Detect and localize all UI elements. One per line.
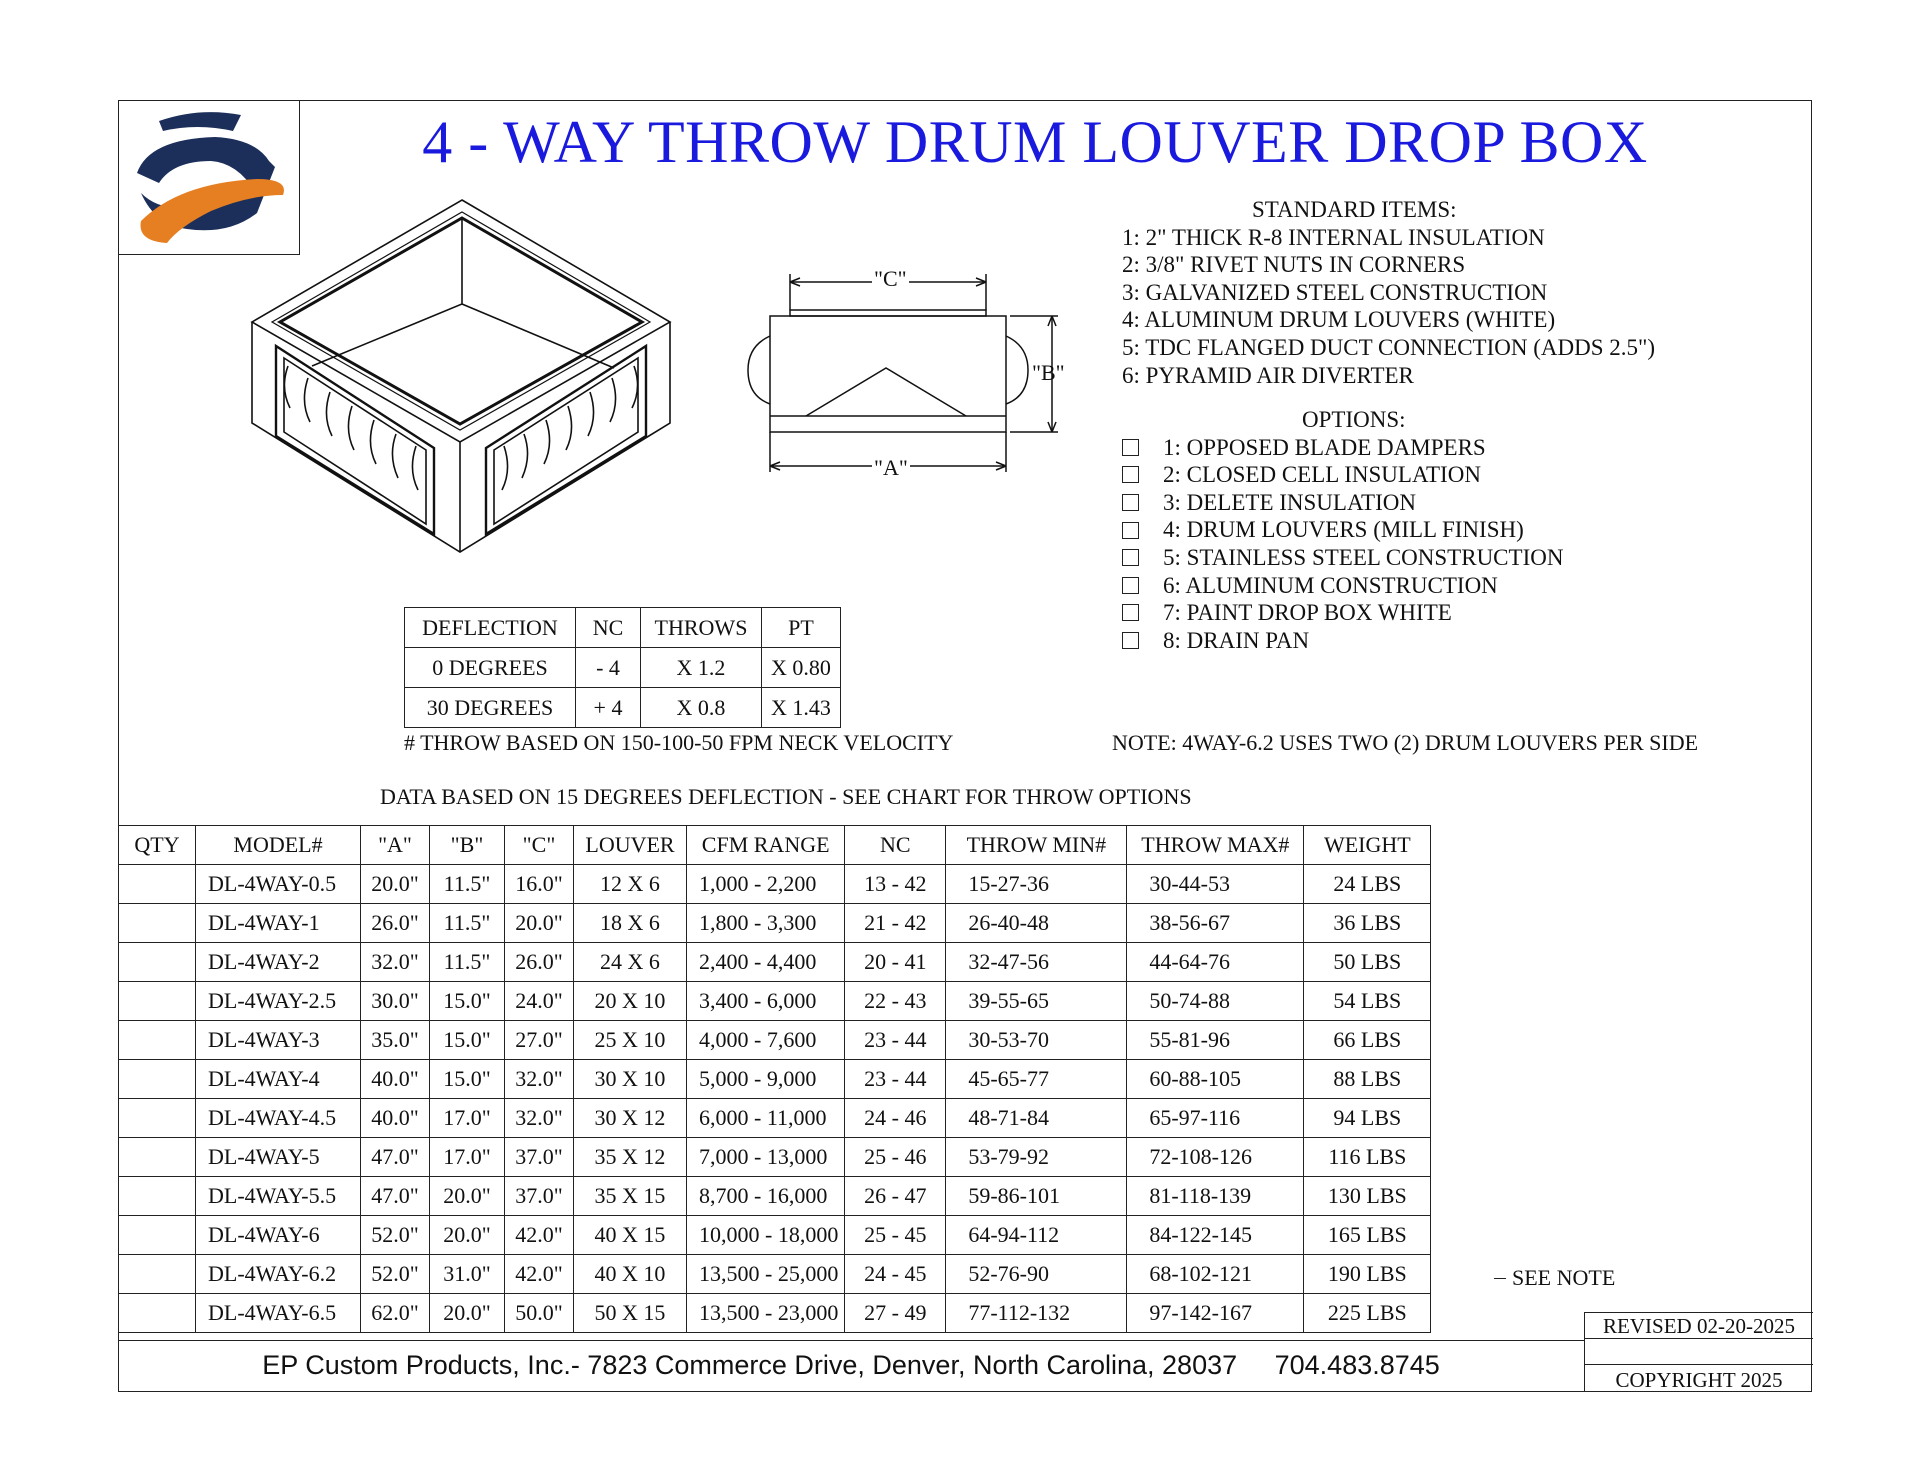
table-cell: 6,000 - 11,000	[687, 1099, 845, 1138]
standard-items-heading: STANDARD ITEMS:	[1252, 197, 1457, 222]
table-cell: DL-4WAY-6	[196, 1216, 361, 1255]
table-cell: 45-65-77	[946, 1060, 1127, 1099]
table-cell: 27 - 49	[845, 1294, 946, 1333]
option-checkbox[interactable]	[1122, 604, 1139, 621]
table-cell: 22 - 43	[845, 982, 946, 1021]
deflection-cell: 30 DEGREES	[405, 688, 576, 728]
table-cell: 38-56-67	[1127, 904, 1304, 943]
footer-divider	[118, 1340, 1584, 1341]
data-basis-note: DATA BASED ON 15 DEGREES DEFLECTION - SEE CHART FOR THROW OPTIONS	[380, 784, 1192, 809]
table-cell: 72-108-126	[1127, 1138, 1304, 1177]
standard-item: 2: 3/8" RIVET NUTS IN CORNERS	[1122, 252, 1466, 278]
table-cell: 20.0"	[430, 1216, 505, 1255]
table-cell: 26.0"	[361, 904, 430, 943]
table-cell: 15-27-36	[946, 865, 1127, 904]
side-elevation-drawing	[740, 262, 1080, 482]
table-cell: 50 LBS	[1304, 943, 1431, 982]
dimension-c-label: "C"	[874, 266, 907, 291]
table-cell: 13 - 42	[845, 865, 946, 904]
deflection-row	[405, 648, 841, 688]
option-checkbox[interactable]	[1122, 466, 1139, 483]
table-cell: 39-55-65	[946, 982, 1127, 1021]
table-cell: 130 LBS	[1304, 1177, 1431, 1216]
table-row	[119, 943, 1431, 982]
standard-item: 6: PYRAMID AIR DIVERTER	[1122, 362, 1414, 388]
deflection-cell: X 1.43	[762, 688, 841, 728]
see-note-label: SEE NOTE	[1512, 1265, 1616, 1290]
qty-cell[interactable]	[119, 904, 196, 943]
table-cell: 40.0"	[361, 1099, 430, 1138]
column-header: LOUVER	[574, 826, 687, 865]
option-label: 6: ALUMINUM CONSTRUCTION	[1163, 572, 1498, 598]
table-cell: DL-4WAY-1	[196, 904, 361, 943]
column-header: MODEL#	[196, 826, 361, 865]
table-cell: 50-74-88	[1127, 982, 1304, 1021]
table-cell: 84-122-145	[1127, 1216, 1304, 1255]
table-row	[119, 1060, 1431, 1099]
table-cell: 60-88-105	[1127, 1060, 1304, 1099]
table-cell: 17.0"	[430, 1138, 505, 1177]
table-row	[119, 1021, 1431, 1060]
option-checkbox[interactable]	[1122, 522, 1139, 539]
table-cell: 11.5"	[430, 865, 505, 904]
table-cell: 47.0"	[361, 1177, 430, 1216]
deflection-header: DEFLECTION	[405, 608, 576, 648]
table-cell: 50 X 15	[574, 1294, 687, 1333]
option-label: 8: DRAIN PAN	[1163, 627, 1310, 653]
table-row	[119, 1177, 1431, 1216]
table-cell: 5,000 - 9,000	[687, 1060, 845, 1099]
option-checkbox[interactable]	[1122, 549, 1139, 566]
deflection-cell: X 0.80	[762, 648, 841, 688]
dimension-a-label: "A"	[874, 455, 908, 480]
column-header: "B"	[430, 826, 505, 865]
table-cell: 40 X 10	[574, 1255, 687, 1294]
table-cell: 55-81-96	[1127, 1021, 1304, 1060]
throw-basis-note: # THROW BASED ON 150-100-50 FPM NECK VELOCITY	[404, 730, 954, 755]
table-cell: 32-47-56	[946, 943, 1127, 982]
option-row	[1122, 627, 1563, 655]
standard-item: 3: GALVANIZED STEEL CONSTRUCTION	[1122, 279, 1548, 305]
column-header: QTY	[119, 826, 196, 865]
option-label: 2: CLOSED CELL INSULATION	[1163, 462, 1481, 488]
table-cell: 4,000 - 7,600	[687, 1021, 845, 1060]
table-cell: 20.0"	[430, 1177, 505, 1216]
table-cell: 12 X 6	[574, 865, 687, 904]
column-header: CFM RANGE	[687, 826, 845, 865]
option-checkbox[interactable]	[1122, 632, 1139, 649]
table-cell: 32.0"	[361, 943, 430, 982]
table-cell: 50.0"	[505, 1294, 574, 1333]
table-cell: 15.0"	[430, 982, 505, 1021]
deflection-table	[404, 607, 841, 728]
option-row	[1122, 599, 1563, 627]
option-row	[1122, 544, 1563, 572]
table-cell: 26 - 47	[845, 1177, 946, 1216]
table-cell: 36 LBS	[1304, 904, 1431, 943]
table-cell: 24.0"	[505, 982, 574, 1021]
column-header: THROW MAX#	[1127, 826, 1304, 865]
isometric-drop-box-drawing	[250, 198, 680, 563]
table-cell: DL-4WAY-6.2	[196, 1255, 361, 1294]
table-cell: 37.0"	[505, 1138, 574, 1177]
option-checkbox[interactable]	[1122, 439, 1139, 456]
side-note: NOTE: 4WAY-6.2 USES TWO (2) DRUM LOUVERS PER SIDE	[1112, 730, 1699, 755]
table-cell: 23 - 44	[845, 1060, 946, 1099]
table-cell: DL-4WAY-5.5	[196, 1177, 361, 1216]
company-footer: EP Custom Products, Inc.- 7823 Commerce Drive, Denver, North Carolina, 28037 704.483.8745	[262, 1350, 1440, 1380]
table-cell: 48-71-84	[946, 1099, 1127, 1138]
see-note-leader-line	[1494, 1278, 1506, 1279]
table-cell: 116 LBS	[1304, 1138, 1431, 1177]
deflection-row	[405, 688, 841, 728]
option-row	[1122, 461, 1563, 489]
table-cell: DL-4WAY-0.5	[196, 865, 361, 904]
table-cell: 37.0"	[505, 1177, 574, 1216]
table-cell: 25 - 45	[845, 1216, 946, 1255]
table-cell: 11.5"	[430, 904, 505, 943]
deflection-cell: 0 DEGREES	[405, 648, 576, 688]
table-cell: 32.0"	[505, 1099, 574, 1138]
table-cell: 64-94-112	[946, 1216, 1127, 1255]
table-cell: 54 LBS	[1304, 982, 1431, 1021]
deflection-cell: - 4	[576, 648, 641, 688]
table-row	[119, 1138, 1431, 1177]
table-cell: 20.0"	[505, 904, 574, 943]
model-data-table	[118, 825, 1431, 1333]
table-cell: DL-4WAY-5	[196, 1138, 361, 1177]
table-cell: 88 LBS	[1304, 1060, 1431, 1099]
table-cell: 27.0"	[505, 1021, 574, 1060]
standard-item: 1: 2" THICK R-8 INTERNAL INSULATION	[1122, 224, 1545, 250]
qty-cell[interactable]	[119, 1255, 196, 1294]
qty-cell[interactable]	[119, 1138, 196, 1177]
deflection-header: NC	[576, 608, 641, 648]
table-cell: 20 - 41	[845, 943, 946, 982]
table-cell: 1,800 - 3,300	[687, 904, 845, 943]
standard-item: 4: ALUMINUM DRUM LOUVERS (WHITE)	[1122, 307, 1556, 333]
table-row	[119, 982, 1431, 1021]
table-cell: DL-4WAY-4.5	[196, 1099, 361, 1138]
deflection-cell: + 4	[576, 688, 641, 728]
table-cell: 59-86-101	[946, 1177, 1127, 1216]
table-cell: 24 LBS	[1304, 865, 1431, 904]
table-header-row	[119, 826, 1431, 865]
table-cell: 52.0"	[361, 1255, 430, 1294]
table-cell: DL-4WAY-6.5	[196, 1294, 361, 1333]
table-cell: 32.0"	[505, 1060, 574, 1099]
column-header: NC	[845, 826, 946, 865]
table-cell: 17.0"	[430, 1099, 505, 1138]
table-cell: 24 - 46	[845, 1099, 946, 1138]
revision-block	[1584, 1312, 1812, 1392]
table-cell: 52-76-90	[946, 1255, 1127, 1294]
table-cell: 35 X 15	[574, 1177, 687, 1216]
deflection-header: THROWS	[641, 608, 762, 648]
column-header: "C"	[505, 826, 574, 865]
standard-item: 5: TDC FLANGED DUCT CONNECTION (ADDS 2.5")	[1122, 334, 1656, 360]
table-cell: 13,500 - 25,000	[687, 1255, 845, 1294]
table-row	[119, 1255, 1431, 1294]
table-cell: 30 X 12	[574, 1099, 687, 1138]
option-label: 7: PAINT DROP BOX WHITE	[1163, 600, 1452, 626]
table-cell: 20.0"	[361, 865, 430, 904]
table-cell: 30.0"	[361, 982, 430, 1021]
option-checkbox[interactable]	[1122, 577, 1139, 594]
column-header: THROW MIN#	[946, 826, 1127, 865]
option-checkbox[interactable]	[1122, 494, 1139, 511]
revised-date: REVISED 02-20-2025	[1585, 1312, 1813, 1339]
table-cell: 23 - 44	[845, 1021, 946, 1060]
table-cell: 62.0"	[361, 1294, 430, 1333]
option-label: 1: OPPOSED BLADE DAMPERS	[1163, 434, 1486, 460]
table-cell: DL-4WAY-2.5	[196, 982, 361, 1021]
table-cell: 15.0"	[430, 1021, 505, 1060]
table-cell: 26-40-48	[946, 904, 1127, 943]
table-cell: 31.0"	[430, 1255, 505, 1294]
table-cell: 13,500 - 23,000	[687, 1294, 845, 1333]
table-cell: 81-118-139	[1127, 1177, 1304, 1216]
table-cell: 35 X 12	[574, 1138, 687, 1177]
table-cell: 20 X 10	[574, 982, 687, 1021]
table-row	[119, 1216, 1431, 1255]
table-row	[119, 904, 1431, 943]
table-row	[119, 865, 1431, 904]
table-cell: 26.0"	[505, 943, 574, 982]
table-cell: 65-97-116	[1127, 1099, 1304, 1138]
qty-cell[interactable]	[119, 1177, 196, 1216]
table-cell: 225 LBS	[1304, 1294, 1431, 1333]
option-row	[1122, 516, 1563, 544]
table-cell: 165 LBS	[1304, 1216, 1431, 1255]
table-cell: 8,700 - 16,000	[687, 1177, 845, 1216]
option-label: 3: DELETE INSULATION	[1163, 489, 1416, 515]
deflection-header-row	[405, 608, 841, 648]
qty-cell[interactable]	[119, 865, 196, 904]
option-label: 5: STAINLESS STEEL CONSTRUCTION	[1163, 544, 1564, 570]
table-cell: DL-4WAY-2	[196, 943, 361, 982]
standard-items	[1122, 196, 1655, 389]
deflection-cell: X 1.2	[641, 648, 762, 688]
page-title: 4 - WAY THROW DRUM LOUVER DROP BOX	[422, 109, 1648, 175]
option-row	[1122, 434, 1563, 462]
table-cell: 68-102-121	[1127, 1255, 1304, 1294]
table-cell: 47.0"	[361, 1138, 430, 1177]
deflection-cell: X 0.8	[641, 688, 762, 728]
qty-cell[interactable]	[119, 1099, 196, 1138]
table-cell: 42.0"	[505, 1216, 574, 1255]
table-cell: 10,000 - 18,000	[687, 1216, 845, 1255]
dimension-b-label: "B"	[1032, 360, 1065, 385]
table-cell: 15.0"	[430, 1060, 505, 1099]
column-header: WEIGHT	[1304, 826, 1431, 865]
qty-cell[interactable]	[119, 1216, 196, 1255]
option-row	[1122, 572, 1563, 600]
table-cell: 3,400 - 6,000	[687, 982, 845, 1021]
table-cell: 30 X 10	[574, 1060, 687, 1099]
table-row	[119, 1294, 1431, 1333]
table-cell: 1,000 - 2,200	[687, 865, 845, 904]
table-cell: 16.0"	[505, 865, 574, 904]
table-cell: 18 X 6	[574, 904, 687, 943]
table-cell: 40 X 15	[574, 1216, 687, 1255]
table-cell: 94 LBS	[1304, 1099, 1431, 1138]
table-cell: 77-112-132	[946, 1294, 1127, 1333]
table-cell: DL-4WAY-4	[196, 1060, 361, 1099]
qty-cell[interactable]	[119, 1294, 196, 1333]
table-cell: 20.0"	[430, 1294, 505, 1333]
copyright-label: COPYRIGHT 2025	[1615, 1368, 1783, 1392]
table-cell: 97-142-167	[1127, 1294, 1304, 1333]
option-label: 4: DRUM LOUVERS (MILL FINISH)	[1163, 517, 1524, 543]
revision-blank-row	[1585, 1339, 1813, 1365]
table-cell: 44-64-76	[1127, 943, 1304, 982]
column-header: "A"	[361, 826, 430, 865]
qty-cell[interactable]	[119, 943, 196, 982]
table-cell: 21 - 42	[845, 904, 946, 943]
table-cell: 2,400 - 4,400	[687, 943, 845, 982]
table-cell: 24 X 6	[574, 943, 687, 982]
table-row	[119, 1099, 1431, 1138]
deflection-header: PT	[762, 608, 841, 648]
table-cell: 11.5"	[430, 943, 505, 982]
table-cell: 35.0"	[361, 1021, 430, 1060]
table-cell: 53-79-92	[946, 1138, 1127, 1177]
qty-cell[interactable]	[119, 1060, 196, 1099]
table-cell: 25 X 10	[574, 1021, 687, 1060]
table-cell: 42.0"	[505, 1255, 574, 1294]
table-cell: 30-53-70	[946, 1021, 1127, 1060]
table-cell: 66 LBS	[1304, 1021, 1431, 1060]
qty-cell[interactable]	[119, 1021, 196, 1060]
options-list	[1122, 406, 1563, 654]
table-cell: 52.0"	[361, 1216, 430, 1255]
table-cell: 25 - 46	[845, 1138, 946, 1177]
table-cell: DL-4WAY-3	[196, 1021, 361, 1060]
table-cell: 190 LBS	[1304, 1255, 1431, 1294]
table-cell: 30-44-53	[1127, 865, 1304, 904]
table-cell: 7,000 - 13,000	[687, 1138, 845, 1177]
option-row	[1122, 489, 1563, 517]
table-cell: 40.0"	[361, 1060, 430, 1099]
options-heading: OPTIONS:	[1302, 407, 1406, 432]
qty-cell[interactable]	[119, 982, 196, 1021]
table-cell: 24 - 45	[845, 1255, 946, 1294]
